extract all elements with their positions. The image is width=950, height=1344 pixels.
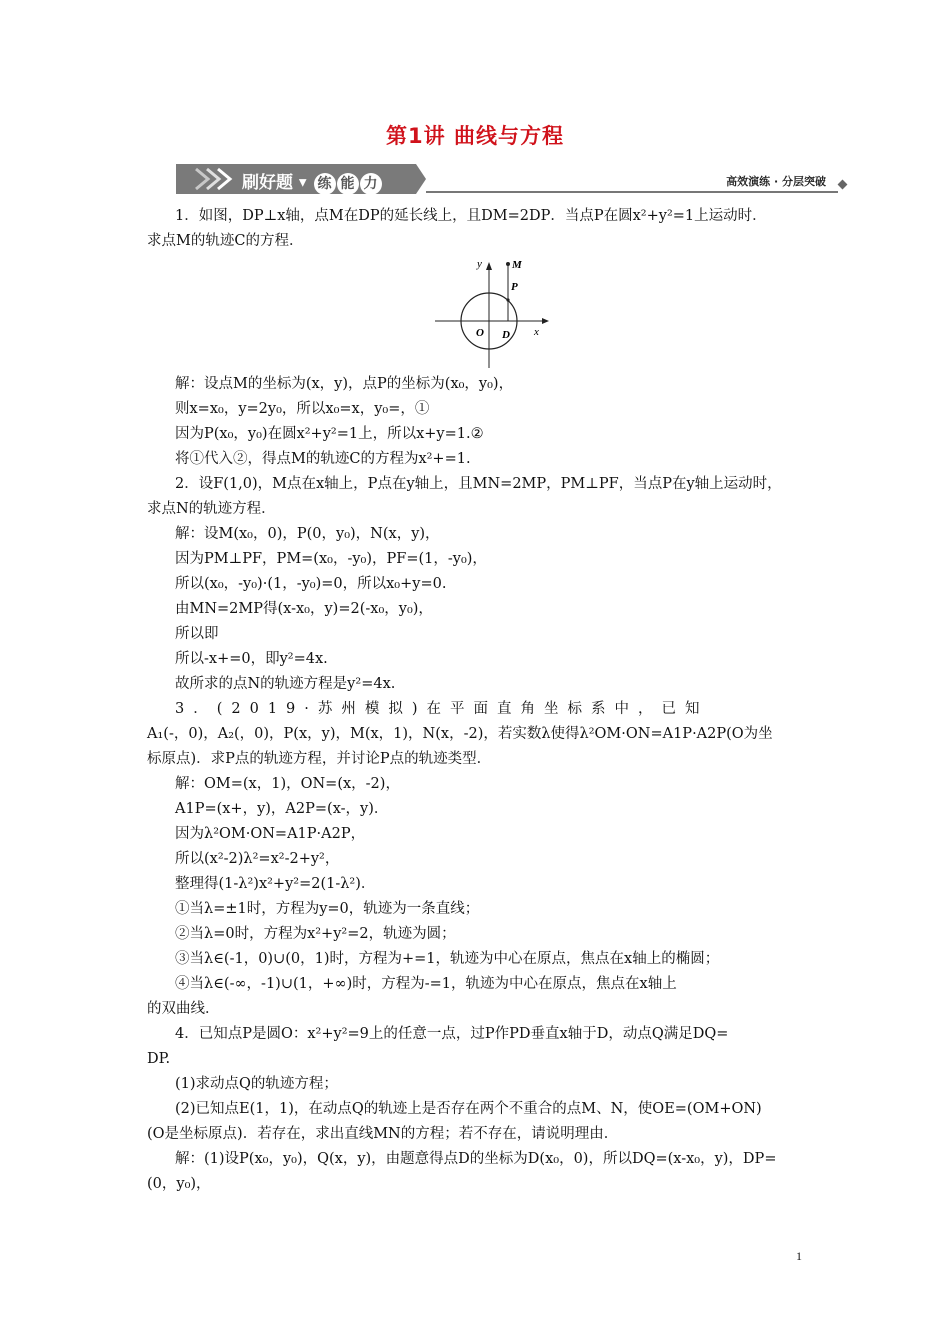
text-line: (O是坐标原点)．若存在，求出直线MN的方程；若不存在，请说明理由． [147, 1126, 619, 1142]
point-label-d: D [502, 329, 510, 341]
text-line: 3．(2019·苏州模拟)在平面直角坐标系中，已知 [175, 701, 709, 717]
diamond-icon [838, 180, 848, 190]
triangle-down-icon: ▼ [298, 177, 307, 189]
text-line: 4．已知点P是圆O：x²+y²=9上的任意一点，过P作PD垂直x轴于D，动点Q满足DQ= [175, 1026, 729, 1042]
banner-circle-1: 练 [314, 173, 336, 195]
text-line: 解：OM=(x，1)，ON=(x，-2)， [175, 776, 400, 792]
text-line: 1．如图，DP⊥x轴，点M在DP的延长线上，且DM=2DP．当点P在圆x²+y²=1上运动时． [175, 208, 767, 224]
document-body [147, 204, 807, 1197]
point-label-o: O [476, 327, 484, 339]
page-title: 第1讲 曲线与方程 [386, 124, 564, 148]
text-line: A₁(-，0)，A₂(，0)，P(x，y)，M(x，1)，N(x，-2)，若实数λ使得λ²OM·ON=A1P·A2P(O为坐 [147, 726, 773, 742]
banner-circle-3: 力 [360, 173, 382, 195]
text-line: (1)求动点Q的轨迹方程； [175, 1076, 338, 1092]
text-line: ①当λ=±1时，方程为y=0，轨迹为一条直线； [175, 901, 480, 917]
text-line: 所以(x²-2)λ²=x²-2+y²， [175, 851, 340, 867]
text-line: 求点M的轨迹C的方程． [147, 233, 304, 249]
text-line: DP. [147, 1051, 171, 1067]
text-line: 解：(1)设P(x₀，y₀)，Q(x，y)，由题意得点D的坐标为D(x₀，0)，所以DQ=(x-x₀，y)，DP= [175, 1151, 777, 1167]
text-line: 解：设M(x₀，0)，P(0，y₀)，N(x，y)， [175, 526, 440, 542]
text-line: 整理得(1-λ²)x²+y²=2(1-λ²)． [175, 876, 376, 892]
text-line: ②当λ=0时，方程为x²+y²=2，轨迹为圆； [175, 926, 456, 942]
text-line: (0，y₀)， [147, 1176, 211, 1192]
text-line: 求点N的轨迹方程． [147, 501, 276, 517]
banner-circle-2: 能 [337, 173, 359, 195]
text-line: 因为PM⊥PF，PM=(x₀，-y₀)，PF=(1，-y₀)， [175, 551, 487, 567]
text-line: 解：设点M的坐标为(x，y)，点P的坐标为(x₀，y₀)， [175, 376, 514, 392]
text-line: 因为λ²OM·ON=A1P·A2P， [175, 826, 366, 842]
axis-label-y: y [477, 258, 482, 270]
text-line: 将①代入②，得点M的轨迹C的方程为x²+=1. [175, 451, 471, 467]
text-line: 由MN=2MP得(x-x₀，y)=2(-x₀，y₀)， [175, 601, 433, 617]
point-label-p: P [511, 281, 518, 293]
banner-label [242, 168, 382, 195]
text-line: ③当λ∈(-1，0)∪(0，1)时，方程为+=1，轨迹为中心在原点，焦点在x轴上的椭圆； [175, 951, 720, 967]
chevron-right-icon [194, 167, 236, 191]
figure-circle-diagram [147, 254, 807, 372]
text-line: (2)已知点E(1，1)，在动点Q的轨迹上是否存在两个不重合的点M、N，使OE=(OM+ON) [175, 1101, 762, 1117]
text-line: 则x=x₀，y=2y₀，所以x₀=x，y₀=，① [175, 401, 430, 417]
text-line: A1P=(x+，y)，A2P=(x-，y)． [175, 801, 389, 817]
text-line: 的双曲线． [147, 1001, 220, 1017]
axis-label-x: x [534, 326, 539, 338]
text-line: 2．设F(1,0)，M点在x轴上，P点在y轴上，且MN=2MP，PM⊥PF，当点P在y轴上运动时， [175, 476, 782, 492]
text-line: 所以-x+=0，即y²=4x. [175, 651, 328, 667]
text-line: 所以即 [175, 626, 219, 642]
text-line: 因为P(x₀，y₀)在圆x²+y²=1上，所以x+y=1.② [175, 426, 484, 442]
page-number: 1 [796, 1249, 802, 1263]
text-line: ④当λ∈(-∞，-1)∪(1，+∞)时，方程为-=1，轨迹为中心在原点，焦点在x轴上 [175, 976, 677, 992]
text-line: 所以(x₀，-y₀)·(1，-y₀)=0，所以x₀+y=0. [175, 576, 447, 592]
point-label-m: M [512, 259, 522, 271]
text-line: 标原点)．求P点的轨迹方程，并讨论P点的轨迹类型． [147, 751, 492, 767]
banner-rule [426, 191, 838, 193]
coordinate-figure [431, 254, 561, 372]
banner-label-main: 刷好题 [242, 173, 293, 193]
text-line: 故所求的点N的轨迹方程是y²=4x. [175, 676, 396, 692]
banner-subtitle: 高效演练 · 分层突破 [726, 175, 826, 188]
section-banner [176, 164, 848, 194]
